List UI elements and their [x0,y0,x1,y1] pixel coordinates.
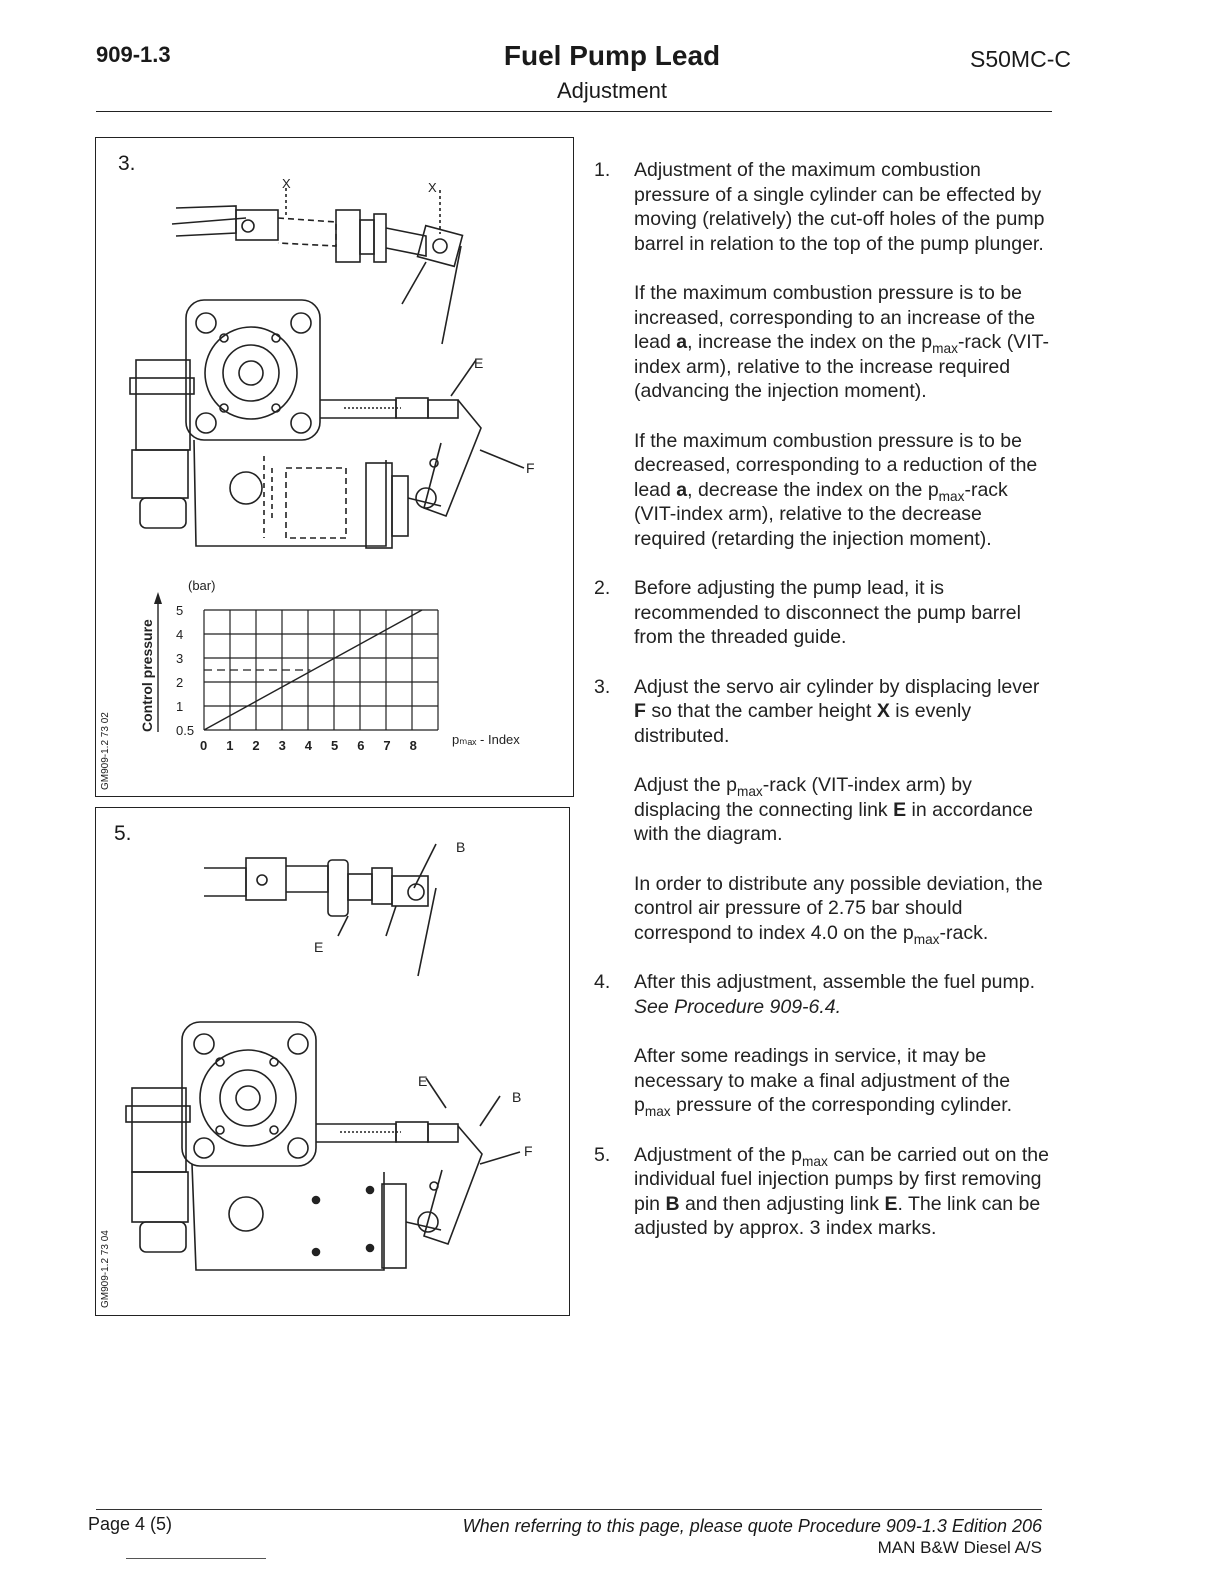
leader-e-top [338,916,348,936]
label-f-fig3: F [526,460,535,476]
document-code: 909-1.3 [96,42,171,67]
instruction-4-number: 4. [594,971,611,993]
instruction-3 [588,675,1050,946]
figure-5 [95,807,570,1316]
instruction-4 [588,970,1050,1118]
x-tick-label: 1 [226,738,234,753]
figure-5-number: 5. [114,822,132,845]
instruction-3-para-2: Adjust the $p_{max}$-rack (VIT-index arm) by displacing the connecting link E in accordance with the diagram. [634,774,1033,845]
x-tick-label: 6 [357,738,365,753]
x-tick-label: 3 [278,738,286,753]
fuel-pump-body-5 [126,1022,482,1270]
instruction-2 [588,576,1050,650]
figure-5-drawing-id: GM909-1.2 73 04 [100,1230,111,1308]
instruction-4-para-2: After some readings in service, it may be necessary to make a final adjustment of the $p_{max}$ pressure of the corresponding cylinder. [634,1045,1013,1119]
pmax-index-chart [96,138,573,796]
x-tick-label: 4 [304,738,313,753]
y-axis-arrow [154,592,162,604]
label-b-bottom: B [512,1089,522,1105]
leader-e-bottom [426,1078,446,1108]
x-tick-label: 2 [252,738,260,753]
x-tick-label: 8 [409,738,417,753]
y-tick-label: 4 [176,627,184,642]
page-number: Page 4 (5) [88,1514,173,1534]
x-tick-label: 0 [200,738,208,753]
instruction-1-para-1: Adjustment of the maximum combustion pressure of a single cylinder can be effected by moving (relatively) the cut-off holes of the pump barrel in relation to the top of the pump plunger. [634,159,1045,255]
y-tick-label: 1 [176,699,184,714]
instructions [588,158,1050,1266]
company-name: MAN B&W Diesel A/S [877,1538,1042,1557]
figure-3 [95,137,574,797]
instruction-5-para-1: Adjustment of the $p_{max}$ can be carried out on the individual fuel injection pumps by first removing pin B and then adjusting link E. The link can be adjusted by approx. 3 index marks. [634,1143,1049,1239]
instruction-1 [588,158,1050,551]
engine-type: S50MC-C [970,46,1071,72]
x-axis-title: pₘₐₓ - Index [452,732,520,747]
page-subtitle: Adjustment [556,78,668,103]
label-e-fig3: E [474,355,484,371]
x-tick-label: 5 [331,738,339,753]
leader-f-bottom [480,1152,520,1164]
y-unit-label: (bar) [188,578,216,593]
bottom-mark [126,1558,266,1559]
instruction-3-para-3: In order to distribute any possible deviation, the control air pressure of 2.75 bar should correspond to index 4.0 on the $p_{max}$-rack. [634,872,1043,947]
instruction-1-number: 1. [594,159,611,181]
instruction-3-para-1: Adjust the servo air cylinder by displacing lever F so that the camber height X is evenly distributed. [634,675,1040,747]
footer-divider [96,1509,1042,1510]
label-f-bottom: F [524,1143,533,1159]
instruction-3-number: 3. [594,675,611,698]
fuel-pump-drawing-5 [96,808,569,1315]
instruction-1-para-2: If the maximum combustion pressure is to be increased, corresponding to an increase of the lead a, increase the index on the $p_{max}$-rack (VIT-index arm), relative to the increase required (advancing the injection moment). [634,282,1049,402]
header-divider [96,111,1052,112]
instruction-5 [588,1143,1050,1241]
label-e-top: E [314,939,324,955]
label-x-left: X [282,176,291,191]
instruction-2-para-1: Before adjusting the pump lead, it is recommended to disconnect the pump barrel from the threaded guide. [634,577,1021,648]
instruction-1-para-3: If the maximum combustion pressure is to be decreased, corresponding to a reduction of the lead a, decrease the index on the $p_{max}$-rack (VIT-index arm), relative to the decrease required (retarding the injection moment). [634,429,1038,550]
procedure-reference: See Procedure 909-6.4. [634,995,842,1018]
y-axis-title: Control pressure [139,619,155,732]
figure-3-number: 3. [118,152,136,175]
quote-notice: When referring to this page, please quote Procedure 909-1.3 Edition 206 [462,1516,1042,1536]
label-x-right: X [428,180,437,195]
y-tick-label: 5 [176,603,184,618]
label-b-top: B [456,839,466,855]
y-tick-label: 3 [176,651,184,666]
instruction-5-number: 5. [594,1143,611,1166]
leader-b-bottom [480,1096,500,1126]
y-tick-label: 0.5 [176,723,195,738]
label-e-bottom: E [418,1073,428,1089]
instruction-2-number: 2. [594,577,611,599]
y-tick-label: 2 [176,675,184,690]
link-detail [204,844,436,976]
x-tick-label: 7 [383,738,391,753]
page-title: Fuel Pump Lead [503,40,721,71]
figure-3-drawing-id: GM909-1.2 73 02 [100,712,111,790]
instruction-4-para-1: After this adjustment, assemble the fuel pump. See Procedure 909-6.4. [634,971,1036,1018]
